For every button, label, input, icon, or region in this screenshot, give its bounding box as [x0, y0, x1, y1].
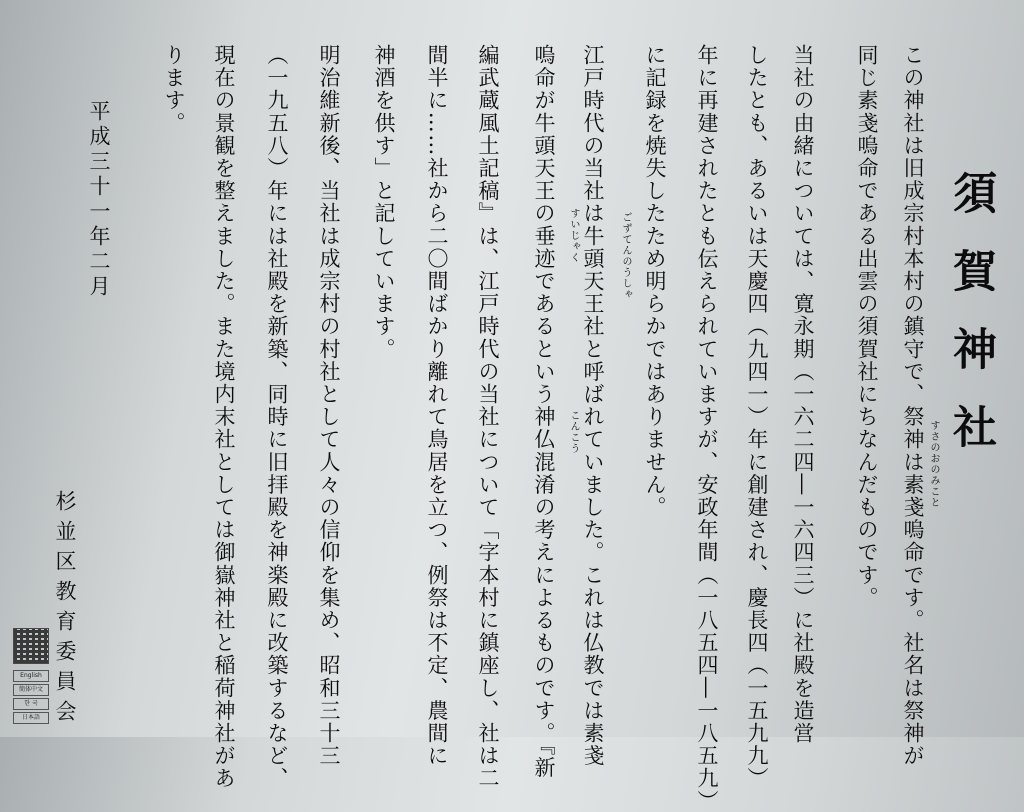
body-line: 当社の由緒については、寛永期（一六二四―一六四三）に社殿を造営 [791, 44, 815, 745]
furigana: すいじゃく [568, 208, 579, 263]
issuer: 杉並区教育委員会 [53, 490, 77, 730]
page-title: 須賀神社 [945, 170, 996, 482]
lang-korean-button[interactable]: 한 국 [13, 698, 49, 710]
body-line: ります。 [162, 44, 186, 135]
lang-japanese-button[interactable]: 日本語 [13, 712, 49, 724]
lang-chinese-button[interactable]: 簡体中文 [13, 684, 49, 696]
body-line: 明治維新後、当社は成宗村の村社として人々の信仰を集め、昭和三十三 [317, 44, 341, 768]
furigana: すさのおのみこと [928, 420, 939, 508]
furigana: こんこう [568, 410, 579, 454]
body-line: 江戸時代の当社は牛頭天王社と呼ばれていました。これは仏教では素戔 [581, 44, 605, 768]
qr-code[interactable] [13, 628, 49, 664]
body-line: 同じ素戔嗚命である出雲の須賀社にちなんだものです。 [855, 44, 879, 609]
body-line: に記録を焼失したため明らかではありません。 [643, 44, 667, 519]
body-line: 編武蔵風土記稿』は、江戸時代の当社について「字本村に鎮座し、社は二 [476, 44, 500, 790]
body-line: 神酒を供す」と記しています。 [372, 44, 396, 361]
furigana: ごずてんのうしゃ [620, 212, 631, 300]
body-line: 間半に……社から二〇間ばかり離れて鳥居を立つ、例祭は不定、農間に [425, 44, 449, 768]
body-line: 年に再建されたとも伝えられていますが、安政年間（一八五四―一八五九） [695, 44, 719, 812]
body-line: （一九五八）年には社殿を新築、同時に旧拝殿を神楽殿に改築するなど、 [265, 44, 289, 790]
body-line: したとも、あるいは天慶四（九四一）年に創建され、慶長四（一五九九） [745, 44, 769, 790]
body-line: この神社は旧成宗村本村の鎮守で、祭神は素戔嗚命です。社名は祭神が [901, 44, 925, 768]
body-line: 現在の景観を整えました。また境内末社としては御嶽神社と稲荷神社があ [212, 44, 236, 790]
date: 平成三十一年二月 [87, 100, 111, 300]
body-line: 嗚命が牛頭天王の垂迹であるという神仏混淆の考えによるものです。『新 [532, 44, 556, 780]
lang-english-button[interactable]: English [13, 670, 49, 682]
